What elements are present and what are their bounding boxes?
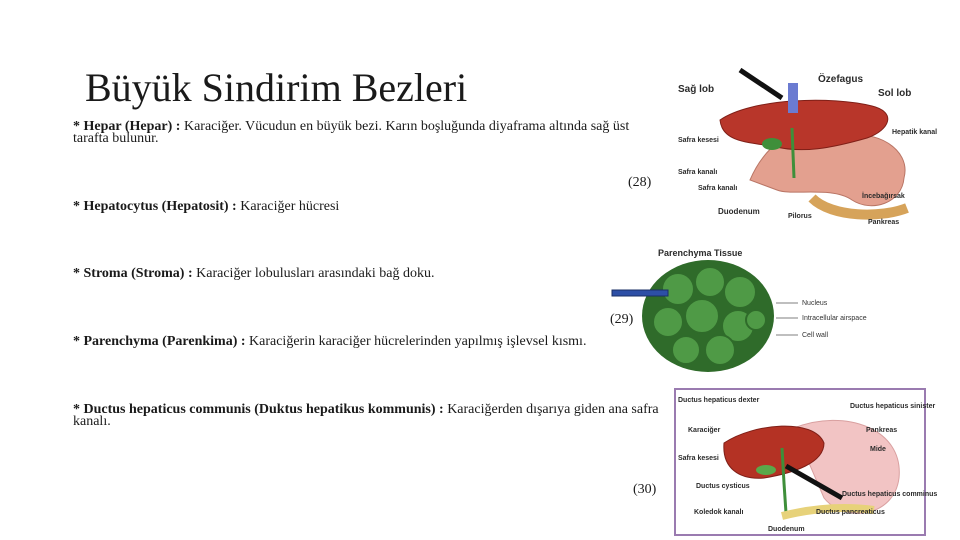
label-cell-wall: Cell wall xyxy=(802,332,829,339)
label-safra-kesesi: Safra kesesi xyxy=(678,137,719,144)
reference-29: (29) xyxy=(610,312,634,327)
liver-anatomy-figure xyxy=(672,68,938,228)
label-sag-lob: Sağ lob xyxy=(678,84,715,95)
label-ozefagus: Özefagus xyxy=(818,74,864,85)
desc-ductus-hepaticus: Karaciğerden dışarıya giden ana safra kanalı. xyxy=(73,402,659,429)
label-safra-kanali-2: Safra kanalı xyxy=(698,185,738,192)
figure2-pointer-arrow xyxy=(612,290,668,296)
bile-duct-shape xyxy=(792,128,794,178)
desc-stroma: Karaciğer lobulusları arasındaki bağ doku. xyxy=(192,266,435,281)
label-mide: Mide xyxy=(870,446,886,453)
label-pankreas-1: Pankreas xyxy=(868,219,900,226)
gallbladder-shape xyxy=(762,138,782,150)
label-hepatik-kanal: Hepatik kanal xyxy=(892,129,938,136)
biliary-ducts-figure xyxy=(674,388,938,536)
figure2-title: Parenchyma Tissue xyxy=(658,248,743,258)
label-nucleus: Nucleus xyxy=(802,300,828,307)
label-duodenum-1: Duodenum xyxy=(718,207,760,216)
label-sol-lob: Sol lob xyxy=(878,88,912,99)
term-stroma: * Stroma (Stroma) : xyxy=(73,266,193,281)
label-pilorus: Pilorus xyxy=(788,213,812,220)
label-ductus-hepaticus-comminus: Ductus hepaticus comminus xyxy=(842,491,938,498)
label-safra-kesesi-2: Safra kesesi xyxy=(678,455,719,462)
term-hepatocytus: * Hepatocytus (Hepatosit) : xyxy=(73,199,237,214)
item-parenchyma xyxy=(73,336,633,348)
term-ductus-hepaticus: * Ductus hepaticus communis (Duktus hepatikus kommunis) : xyxy=(73,402,444,417)
desc-hepar: Karaciğer. Vücudun en büyük bezi. Karın boşluğunda diyaframa altında sağ üst tarafta bulunur. xyxy=(73,119,630,146)
desc-parenchyma: Karaciğerin karaciğer hücrelerinden yapılmış işlevsel kısmı. xyxy=(245,334,587,349)
label-karaciger: Karaciğer xyxy=(688,427,721,434)
term-parenchyma: * Parenchyma (Parenkima) : xyxy=(73,334,246,349)
esophagus-shape xyxy=(788,83,798,113)
label-ductus-hepaticus-sinister: Ductus hepaticus sinister xyxy=(850,403,936,410)
item-hepar xyxy=(73,121,663,145)
item-stroma xyxy=(73,268,633,280)
desc-hepatocytus: Karaciğer hücresi xyxy=(236,199,340,214)
item-hepatocytus xyxy=(73,201,633,213)
term-hepar: * Hepar (Hepar) : xyxy=(73,119,181,134)
label-koledok-kanali: Koledok kanalı xyxy=(694,509,744,516)
label-intracellular-airspace: Intracellular airspace xyxy=(802,315,867,322)
parenchyma-tissue-figure xyxy=(608,244,867,374)
label-ductus-hepaticus-dexter: Ductus hepaticus dexter xyxy=(678,397,760,404)
reference-30: (30) xyxy=(633,482,657,497)
label-pankreas-2: Pankreas xyxy=(866,427,898,434)
item-ductus-hepaticus xyxy=(73,404,673,428)
label-incebagirsak: İncebağırsak xyxy=(862,193,905,200)
label-duodenum-2: Duodenum xyxy=(768,526,805,533)
reference-28: (28) xyxy=(628,175,652,190)
slide-title: Büyük Sindirim Bezleri xyxy=(85,65,468,110)
label-ductus-pancreaticus: Ductus pancreaticus xyxy=(816,509,885,516)
label-ductus-cysticus: Ductus cysticus xyxy=(696,483,750,490)
gallbladder-shape-2 xyxy=(756,465,776,475)
label-safra-kanali-1: Safra kanalı xyxy=(678,169,718,176)
